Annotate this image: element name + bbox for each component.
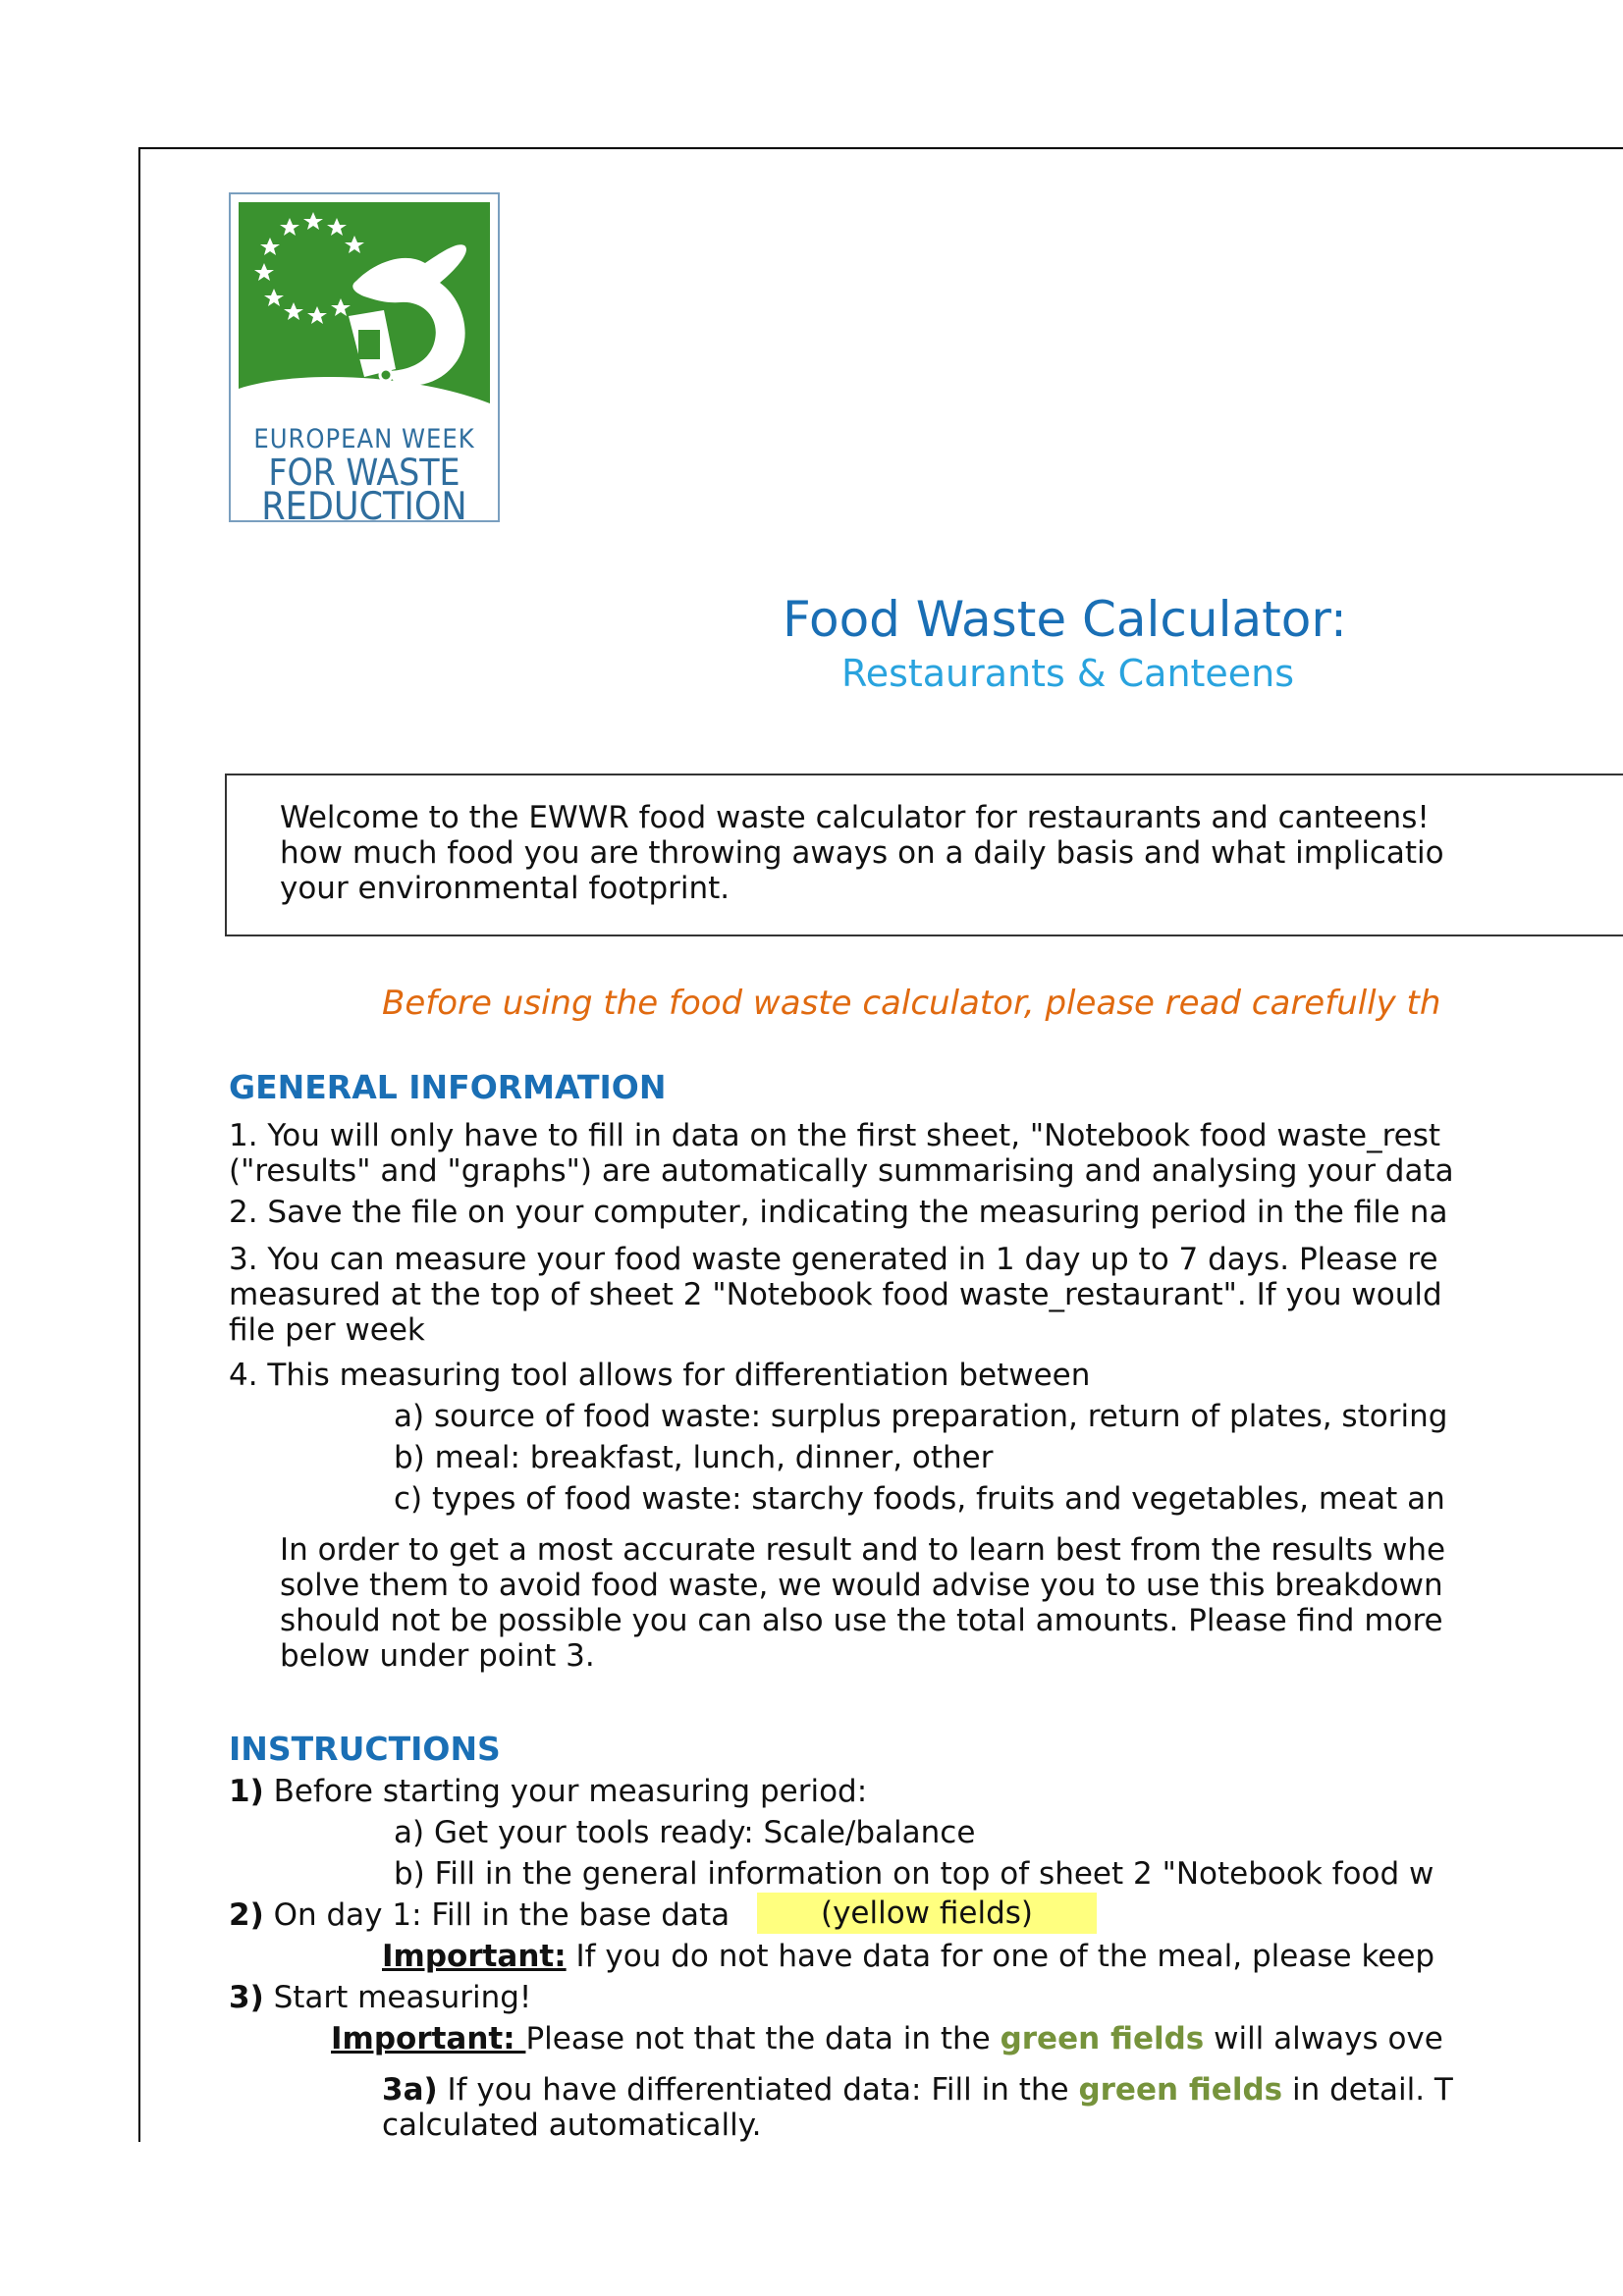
general-advice-line-3: should not be possible you can also use the total amounts. Please find more bbox=[280, 1603, 1443, 1638]
general-item-3-line-1: 3. You can measure your food waste generated in 1 day up to 7 days. Please re bbox=[229, 1242, 1438, 1277]
welcome-line-3: your environmental footprint. bbox=[280, 871, 730, 906]
instruction-step-3a-line-2: calculated automatically. bbox=[382, 2108, 762, 2142]
general-item-2: 2. Save the file on your computer, indicating the measuring period in the file na bbox=[229, 1195, 1448, 1230]
read-instructions-notice: Before using the food waste calculator, please read carefully th bbox=[382, 984, 1441, 1023]
yellow-fields-marker: (yellow fields) bbox=[757, 1893, 1097, 1934]
welcome-box bbox=[225, 774, 1623, 936]
spreadsheet-page bbox=[138, 147, 1623, 2142]
general-item-4c: c) types of food waste: starchy foods, fruits and vegetables, meat an bbox=[394, 1481, 1445, 1517]
general-advice-line-1: In order to get a most accurate result and to learn best from the results whe bbox=[280, 1532, 1446, 1568]
logo-line-3: REDUCTION bbox=[261, 485, 467, 529]
page-title: Food Waste Calculator: bbox=[783, 591, 1347, 648]
instruction-step-3: 3) Start measuring! bbox=[229, 1980, 532, 2015]
instruction-step-3-important: Important: Please not that the data in the green fields will always ove bbox=[331, 2021, 1443, 2056]
general-information-heading: GENERAL INFORMATION bbox=[229, 1068, 667, 1106]
logo-line-1: EUROPEAN WEEK bbox=[253, 424, 475, 454]
general-item-4: 4. This measuring tool allows for differentiation between bbox=[229, 1358, 1091, 1393]
logo-line-2: FOR WASTE bbox=[268, 452, 460, 494]
general-item-3-line-2: measured at the top of sheet 2 "Notebook food waste_restaurant". If you would bbox=[229, 1277, 1442, 1312]
general-item-1-line-1: 1. You will only have to fill in data on the first sheet, "Notebook food waste_rest bbox=[229, 1118, 1441, 1153]
instruction-step-1b: b) Fill in the general information on top of sheet 2 "Notebook food w bbox=[394, 1856, 1434, 1892]
instruction-step-2: 2) On day 1: Fill in the base data bbox=[229, 1897, 730, 1933]
general-item-4a: a) source of food waste: surplus preparation, return of plates, storing bbox=[394, 1399, 1448, 1434]
instruction-step-1: 1) Before starting your measuring period: bbox=[229, 1774, 868, 1809]
ewwr-logo bbox=[229, 192, 500, 529]
welcome-line-2: how much food you are throwing aways on a daily basis and what implicatio bbox=[280, 835, 1444, 871]
general-advice-line-4: below under point 3. bbox=[280, 1638, 595, 1674]
instruction-step-2-important: Important: If you do not have data for one of the meal, please keep bbox=[382, 1939, 1435, 1974]
general-item-1-line-2: ("results" and "graphs") are automatically summarising and analysing your data bbox=[229, 1153, 1454, 1189]
general-item-4b: b) meal: breakfast, lunch, dinner, other bbox=[394, 1440, 994, 1475]
hand-bin-icon bbox=[239, 202, 490, 414]
general-advice-line-2: solve them to avoid food waste, we would advise you to use this breakdown bbox=[280, 1568, 1443, 1603]
general-item-3-line-3: file per week bbox=[229, 1312, 425, 1348]
instruction-step-3a-line-1: 3a) If you have differentiated data: Fill in the green fields in detail. T bbox=[382, 2072, 1453, 2108]
instruction-step-1a: a) Get your tools ready: Scale/balance bbox=[394, 1815, 976, 1850]
welcome-line-1: Welcome to the EWWR food waste calculator for restaurants and canteens! bbox=[280, 800, 1430, 835]
page-subtitle: Restaurants & Canteens bbox=[841, 652, 1295, 695]
logo-emblem bbox=[239, 202, 490, 414]
instructions-heading: INSTRUCTIONS bbox=[229, 1730, 501, 1768]
